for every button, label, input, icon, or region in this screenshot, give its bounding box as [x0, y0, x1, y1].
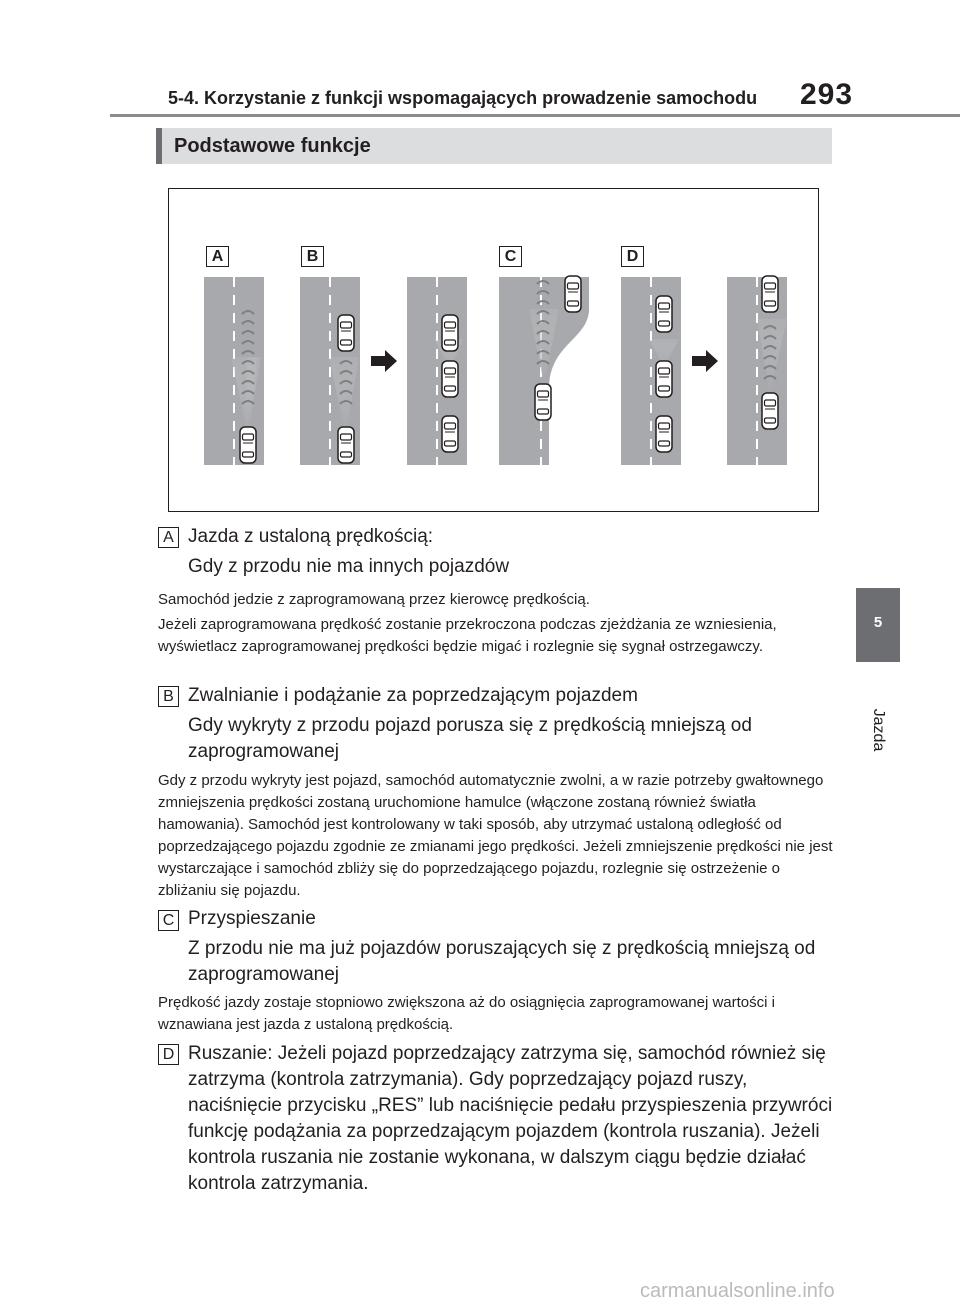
car-icon — [656, 361, 672, 397]
figure-label-d: D — [621, 246, 644, 267]
item-letter-d: D — [158, 1044, 179, 1065]
car-icon — [442, 361, 458, 397]
figure-label-b: B — [301, 246, 324, 267]
item-b-subtitle: Gdy wykryty z przodu pojazd porusza się z prędkością mniejszą od zaprogramowanej — [188, 715, 752, 762]
item-a-title: Jazda z ustaloną prędkością: — [188, 526, 434, 547]
section-heading — [156, 128, 832, 164]
item-letter-b: B — [158, 686, 179, 707]
item-d-text: Ruszanie: Jeżeli pojazd poprzedzający zatrzyma się, samochód również się zatrzyma (kontrola zatrzymania). Gdy poprzedzający pojazd ruszy, naciśnięcie przycisku „RES” lub naciśnięcie pedału przyspieszenia przywróci funkcję podążania za poprzedzającym pojazdem (kontrola ruszania). Jeżeli kontrola ruszania nie zostanie wykonana, w dalszym ciągu będzie działać kontrola zatrzymania. — [188, 1043, 833, 1194]
chapter-label-wrap — [856, 700, 900, 760]
car-icon — [338, 427, 354, 463]
item-a-paragraph: Jeżeli zaprogramowana prędkość zostanie przekroczona podczas zjeżdżania ze wzniesienia, wyświetlacz zaprogramowanej prędkości będzie migać i rozlegnie się sygnał ostrzegawczy. — [158, 616, 777, 655]
car-icon — [338, 315, 354, 351]
car-icon — [656, 416, 672, 452]
cruise-control-illustration — [168, 188, 819, 512]
item-c-title: Przyspieszanie — [188, 908, 316, 929]
chapter-label: Jazda — [870, 708, 887, 752]
chapter-number: 5 — [873, 614, 883, 631]
item-c-paragraph: Prędkość jazdy zostaje stopniowo zwiększona aż do osiągnięcia zaprogramowanej wartości i wznawiana jest jazda z ustaloną prędkością. — [158, 994, 775, 1033]
header-rule — [110, 114, 960, 117]
item-c-subtitle: Z przodu nie ma już pojazdów poruszających się z prędkością mniejszą od zaprogramowanej — [188, 938, 816, 985]
item-a-subtitle: Gdy z przodu nie ma innych pojazdów — [188, 556, 510, 577]
car-icon — [762, 276, 778, 312]
car-icon — [442, 416, 458, 452]
car-icon — [656, 296, 672, 332]
section-title: Podstawowe funkcje — [174, 135, 371, 157]
running-header: 5-4. Korzystanie z funkcji wspomagających prowadzenie samochodu — [168, 88, 758, 108]
watermark: carmanualsonline.info — [640, 1280, 835, 1302]
car-icon — [762, 393, 778, 429]
transition-arrow-icon — [692, 350, 718, 372]
item-b-title: Zwalnianie i podążanie za poprzedzającym pojazdem — [188, 685, 638, 706]
car-icon — [240, 427, 256, 463]
item-b-paragraph: Gdy z przodu wykryty jest pojazd, samochód automatycznie zwolni, a w razie potrzeby gwałtownego zmniejszenia prędkości zostaną uruchomione hamulce (włączone zostaną również światła hamowania). Samochód jest kontrolowany w taki sposób, aby utrzymać ustaloną odległość od poprzedzającego pojazdu zgodnie ze zmianami jego prędkości. Jeżeli zmniejszenie prędkości nie jest wystarczające i samochód zbliży się do poprzedzającego pojazdu, rozlegnie się ostrzeżenie o zbliżaniu się pojazdu. — [158, 772, 833, 899]
car-icon — [565, 276, 581, 312]
car-icon — [535, 384, 551, 420]
item-letter-c: C — [158, 910, 179, 931]
figure-label-a: A — [206, 246, 229, 267]
road-scenes-svg — [169, 189, 820, 513]
car-icon — [442, 315, 458, 351]
transition-arrow-icon — [371, 350, 397, 372]
chapter-tab — [856, 588, 900, 662]
figure-label-c: C — [499, 246, 522, 267]
item-a-paragraph: Samochód jedzie z zaprogramowaną przez kierowcę prędkością. — [158, 591, 590, 608]
item-letter-a: A — [158, 527, 179, 548]
page-number: 293 — [800, 78, 854, 111]
section-accent-bar — [156, 128, 162, 164]
